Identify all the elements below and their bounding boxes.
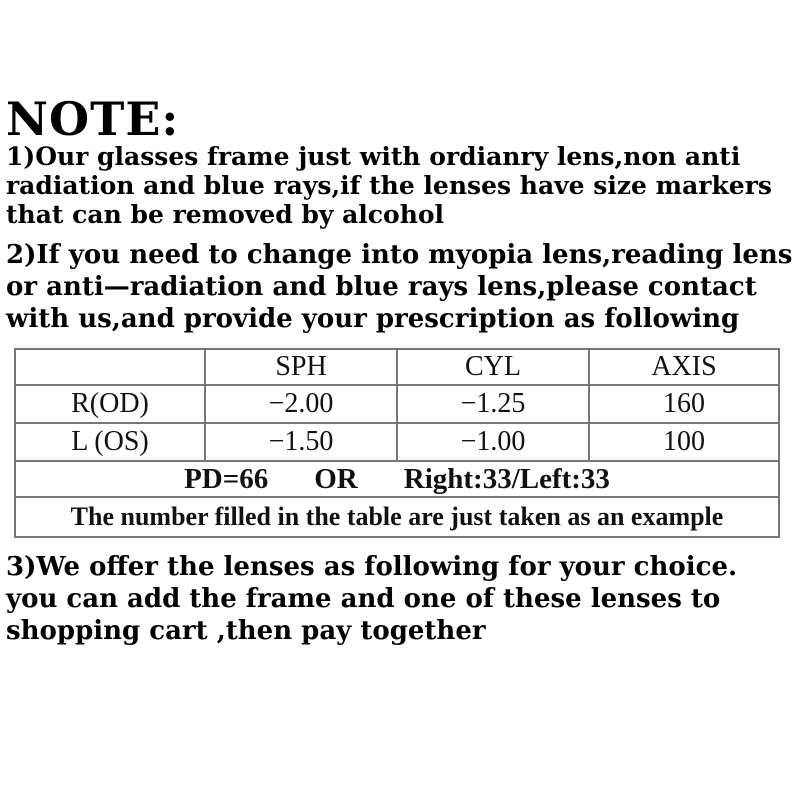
- pd-value: PD=66: [184, 463, 269, 495]
- note-point-2-line: or anti—radiation and blue rays lens,please contact: [6, 272, 757, 302]
- note-point-3-line: you can add the frame and one of these lenses to: [6, 584, 721, 614]
- prescription-table: [14, 348, 780, 538]
- table-header-row: [15, 349, 779, 385]
- note-point-1-line: 1)Our glasses frame just with ordianry lens,non anti: [6, 142, 741, 171]
- note-point-1-line: that can be removed by alcohol: [6, 200, 445, 229]
- pd-or: OR: [314, 463, 358, 495]
- eye-label: L (OS): [15, 423, 205, 461]
- header-cyl: CYL: [397, 349, 589, 385]
- note-point-3-line: 3)We offer the lenses as following for your choice.: [6, 552, 738, 582]
- sph-value: −1.50: [205, 423, 397, 461]
- axis-value: 160: [589, 385, 779, 423]
- table-row: [15, 423, 779, 461]
- note-point-1-line: radiation and blue rays,if the lenses have size markers: [6, 171, 772, 200]
- note-point-3-line: shopping cart ,then pay together: [6, 616, 486, 646]
- table-row: [15, 385, 779, 423]
- sph-value: −2.00: [205, 385, 397, 423]
- pd-split: Right:33/Left:33: [403, 463, 610, 495]
- header-sph: SPH: [205, 349, 397, 385]
- axis-value: 100: [589, 423, 779, 461]
- note-title: NOTE:: [6, 92, 180, 146]
- pd-cell: [15, 461, 779, 497]
- note-point-3: [6, 551, 737, 647]
- header-empty-cell: [15, 349, 205, 385]
- note-point-1: [6, 142, 772, 229]
- cyl-value: −1.00: [397, 423, 589, 461]
- pd-row: [15, 461, 779, 497]
- cyl-value: −1.25: [397, 385, 589, 423]
- note-point-2-line: with us,and provide your prescription as following: [6, 304, 740, 334]
- note-point-2: [6, 239, 792, 335]
- note-point-2-line: 2)If you need to change into myopia lens,reading lens: [6, 240, 793, 270]
- eye-label: R(OD): [15, 385, 205, 423]
- example-note-row: [15, 497, 779, 537]
- header-axis: AXIS: [589, 349, 779, 385]
- example-note: The number filled in the table are just taken as an example: [15, 497, 779, 537]
